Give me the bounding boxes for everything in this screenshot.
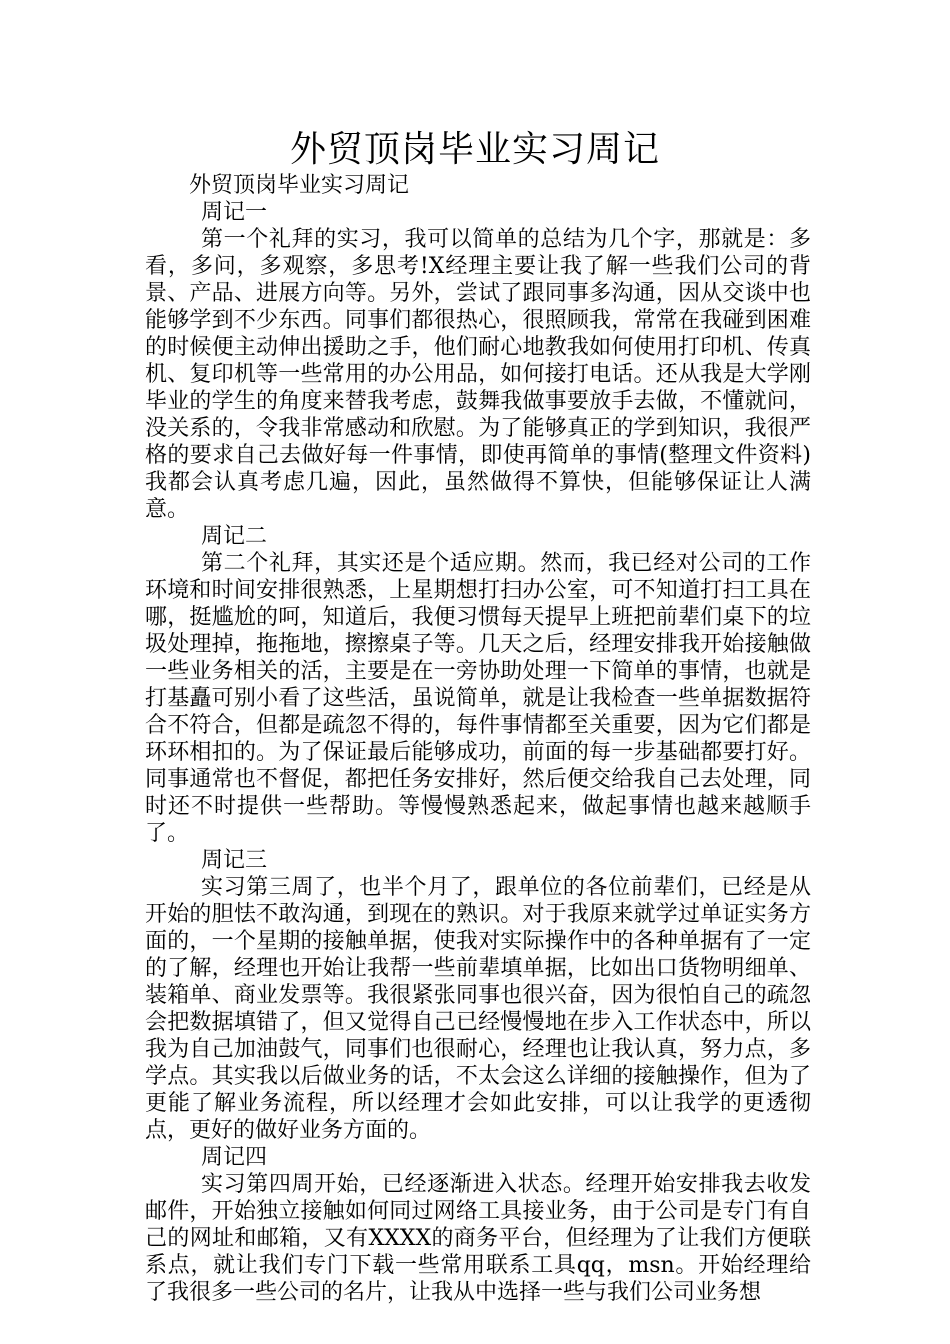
week-3-paragraph: 实习第三周了，也半个月了，跟单位的各位前辈们，已经是从开始的胆怯不敢沟通，到现在的熟识。对于我原来就学过单证实务方面的，一个星期的接触单据，使我对实际操作中的各种单据有了一定的了解，经理也开始让我帮一些前辈填单据，比如出口货物明细单、装箱单、商业发票等。我很紧张同事也很兴奋，因为很怕自己的疏忽会把数据填错了，但又觉得自己已经慢慢地在步入工作状态中，所以我为自己加油鼓气，同事们也很耐心，经理也让我认真，努力点，多学点。其实我以后做业务的话，不太会这么详细的接触操作，但为了更能了解业务流程，所以经理才会如此安排，可以让我学的更透彻点，更好的做好业务方面的。	[145, 875, 811, 1143]
week-1-paragraph: 第一个礼拜的实习，我可以简单的总结为几个字，那就是：多看，多问，多观察，多思考!X经理主要让我了解一些我们公司的背景、产品、进展方向等。另外，尝试了跟同事多沟通，因从交谈中也能够学到不少东西。同事们都很热心，很照顾我，常常在我碰到困难的时候便主动伸出援助之手，他们耐心地教我如何使用打印机、传真机、复印机等一些常用的办公用品，如何接打电话。还从我是大学刚毕业的学生的角度来替我考虑，鼓舞我做事要放手去做，不懂就问，没关系的，令我非常感动和欣慰。为了能够真正的学到知识，我很严格的要求自己去做好每一件事情，即使再简单的事情(整理文件资料)我都会认真考虑几遍，因此，虽然做得不算快，但能够保证让人满意。	[145, 227, 811, 522]
week-2-paragraph: 第二个礼拜，其实还是个适应期。然而，我已经对公司的工作环境和时间安排很熟悉，上星期想打扫办公室，可不知道打扫工具在哪，挺尴尬的呵，知道后，我便习惯每天提早上班把前辈们桌下的垃圾处理掉，拖拖地，擦擦桌子等。几天之后，经理安排我开始接触做一些业务相关的活，主要是在一旁协助处理一下简单的事情，也就是打基矗可别小看了这些活，虽说简单，就是让我检查一些单据数据符合不符合，但都是疏忽不得的，每件事情都至关重要，因为它们都是环环相扣的。为了保证最后能够成功，前面的每一步基础都要打好。同事通常也不督促，都把任务安排好，然后便交给我自己去处理，同时还不时提供一些帮助。等慢慢熟悉起来，做起事情也越来越顺手了。	[145, 551, 811, 846]
week-2-heading: 周记二	[201, 524, 268, 549]
week-4-heading: 周记四	[201, 1145, 268, 1170]
week-4-paragraph: 实习第四周开始，已经逐渐进入状态。经理开始安排我去收发邮件，开始独立接触如何同过网络工具接业务，由于公司是专门有自己的网址和邮箱，又有XXXX的商务平台，但经理为了让我们方便联系点，就让我们专门下载一些常用联系工具qq，msn。开始经理给了我很多一些公司的名片，让我从中选择一些与我们公司业务想	[145, 1172, 811, 1305]
week-1-heading: 周记一	[201, 200, 268, 225]
document-body	[145, 172, 811, 1306]
document-title: 外贸顶岗毕业实习周记	[289, 129, 660, 170]
week-3-heading: 周记三	[201, 848, 268, 873]
document-subtitle: 外贸顶岗毕业实习周记	[189, 173, 410, 198]
